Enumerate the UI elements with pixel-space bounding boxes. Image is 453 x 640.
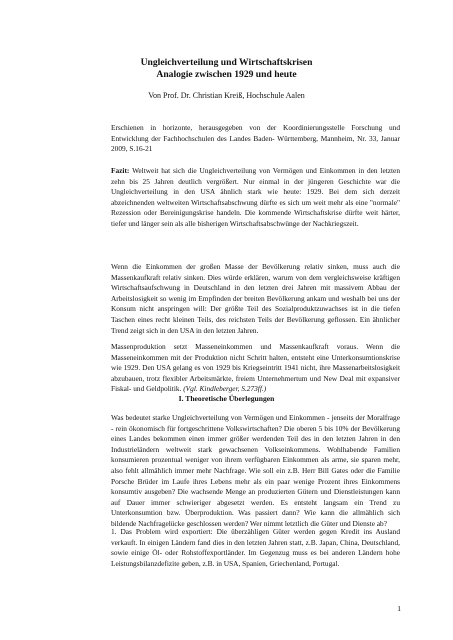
fazit-paragraph bbox=[111, 166, 400, 230]
source-note: Erschienen in horizonte, herausgegeben von der Koordinierungsstelle Forschung und Entwicklung der Fachhochschulen des Landes Baden- Württemberg, Mannheim, Nr. 33, Januar 2009, S.16-21 bbox=[111, 123, 400, 154]
paragraph-massenproduktion-text: Massenproduktion setzt Masseneinkommen und Massenkaufkraft voraus. Wenn die Masseneinkommen mit der Produktion nicht Schritt halten, entsteht eine Unterkonsumtionskrise wie 1929. Den USA gelang es von 1929 bis Kriegseintritt 1941 nicht, ihre Massenarbeitslosigkeit abzubauen, trotz flexibler Arbeitsmärkte, freiem Unternehmertum und New Deal mit expansiver Fiskal- und Geldpolitik. bbox=[111, 342, 400, 394]
paragraph-problem: 1. Das Problem wird exportiert: Die überzähligen Güter werden gegen Kredit ins Ausland verkauft. In einigen Ländern fand dies in den letzten Jahren statt, z.B. Japan, China, Deutschland, sowie einige Öl- oder Rohstoffexportländer. Im Gegenzug muss es bei anderen Ländern hohe Leistungsbilanzdefizite geben, z.B. in USA, Spanien, Griechenland, Portugal. bbox=[111, 527, 400, 568]
paragraph-massenproduktion bbox=[111, 342, 400, 395]
page-number: 1 bbox=[397, 604, 401, 613]
citation: (Vgl. Kindleberger, S.273ff.) bbox=[183, 384, 267, 394]
fazit-label: Fazit: bbox=[111, 166, 130, 175]
document-title: Ungleichverteilung und Wirtschaftskrisen bbox=[140, 57, 313, 68]
author-line: Von Prof. Dr. Christian Kreiß, Hochschule Aalen bbox=[148, 91, 305, 100]
paragraph-theorie: Was bedeutet starke Ungleichverteilung von Vermögen und Einkommen - jenseits der Moralfrage - rein ökonomisch für fortgeschrittene Volkswirtschaften? Die oberen 5 bis 10% der Bevölkerung eines Landes bekommen einen immer größer werdenden Teil des in den letzten Jahren in den Industrieländern weltweit stark gewachsenen Volkseinkommens. Wohlhabende Familien konsumieren prozentual weniger von ihrem verfügbaren Einkommen als arme, sie sparen mehr, also fehlt allmählich immer mehr Nachfrage. Wie soll ein z.B. Herr Bill Gates oder die Familie Porsche Brüder im Laufe ihres Lebens mehr als ein paar wenige Prozent ihres Einkommens konsumtiv ausgeben? Die wachsende Menge an produzierten Gütern und Dienstleistungen kann auf Dauer immer schwieriger abgesetzt werden. Es entsteht langsam ein Trend zu Unterkonsumtion bzw. Überproduktion. Was passiert dann? Wie kann die allmählich sich bildende Nachfragelücke geschlossen werden? Wer nimmt letztlich die Güter und Dienste ab? bbox=[111, 413, 400, 528]
fazit-text: Weltweit hat sich die Ungleichverteilung von Vermögen und Einkommen in den letzten zehn bis 25 Jahren deutlich vergrößert. Nur einmal in der jüngeren Geschichte war die Ungleichverteilung in den USA ähnlich stark wie heute: 1929. Bei dem sich derzeit abzeichnenden weltweiten Wirtschaftsabschwung dürfte es sich um weit mehr als eine "normale" Rezession oder Bereinigungskrise handeln. Die kommende Wirtschaftskrise dürfte weit härter, tiefer und länger sein als alle bisherigen Wirtschaftsabschwünge der Nachkriegszeit. bbox=[111, 166, 400, 228]
document-subtitle: Analogie zwischen 1929 und heute bbox=[156, 69, 297, 80]
section-heading: I. Theoretische Überlegungen bbox=[178, 394, 275, 403]
paragraph-einkommen: Wenn die Einkommen der großen Masse der Bevölkerung relativ sinken, muss auch die Massenkaufkraft relativ sinken. Dies würde erklären, warum von dem vergleichsweise kräftigen Wirtschaftsaufschwung in Deutschland in den letzten drei Jahren mit massivem Abbau der Arbeitslosigkeit so wenig im Empfinden der breiten Bevölkerung ankam und weshalb bei uns der Konsum nicht anspringen will: Der größte Teil des Sozialproduktzuwachses ist in die tiefen Taschen eines recht kleinen Teils, des reichsten Teils der Bevölkerung geflossen. Ein ähnlicher Trend zeigt sich in den USA in den letzten Jahren. bbox=[111, 262, 400, 335]
